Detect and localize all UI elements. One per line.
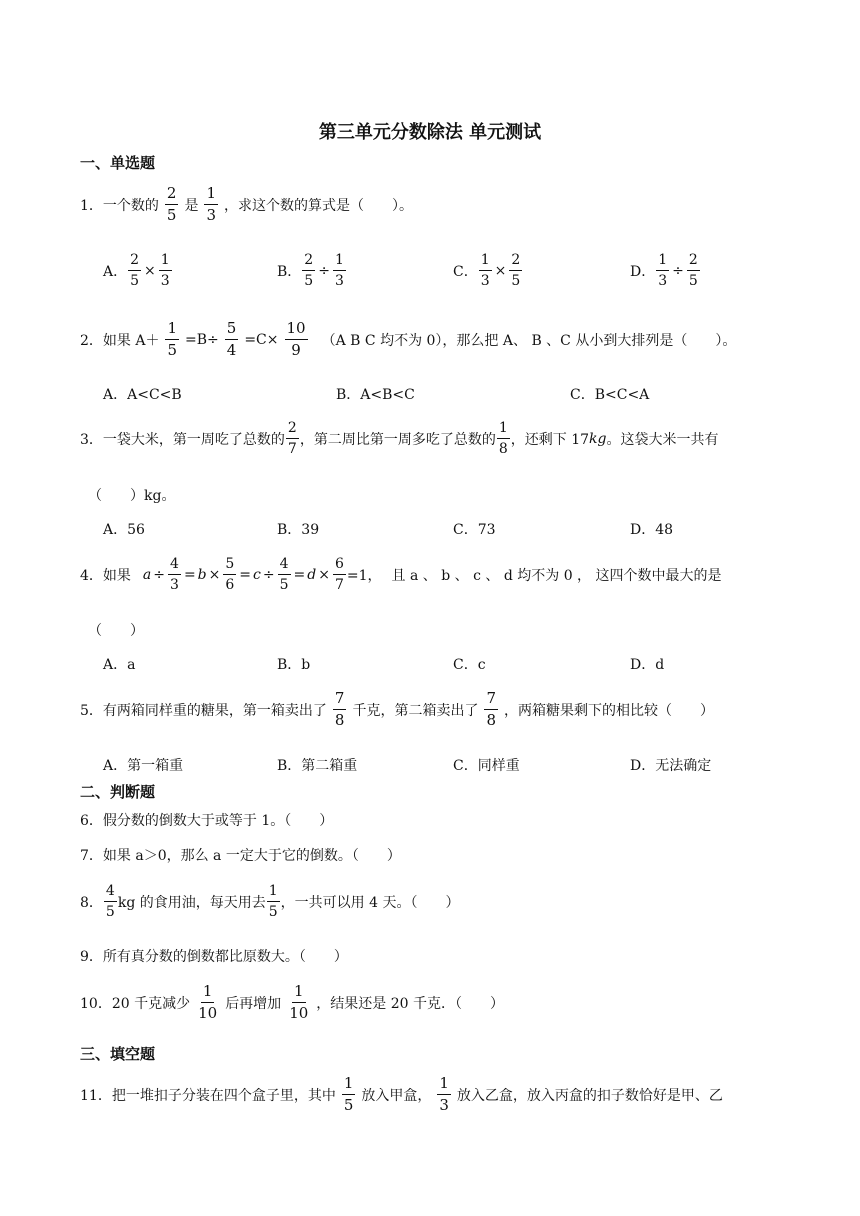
- fraction: $\frac{1}{5}$: [343, 1074, 354, 1114]
- question-text: ，求这个数的算式是（ ）。: [224, 197, 414, 214]
- question-text: 一个数的: [102, 197, 159, 214]
- question-text: 把一堆扣子分装在四个盒子里，其中: [111, 1087, 336, 1104]
- question-8: [80, 884, 459, 919]
- q1-option-d[interactable]: D． $\frac{1}{3}$ ÷ $\frac{2}{5}$: [630, 252, 698, 289]
- question-6: 6．假分数的倒数大于或等于 1。（ ）: [80, 813, 334, 829]
- fraction: $\frac{4}{5}$: [105, 883, 115, 920]
- question-text: 有两箱同样重的糖果，第一箱卖出了: [102, 702, 327, 719]
- question-7: 7．如果 a＞0，那么 a 一定大于它的倒数。（ ）: [80, 848, 401, 864]
- question-9: 9．所有真分数的倒数都比原数大。（ ）: [80, 949, 348, 965]
- fraction: $\frac{7}{8}$: [334, 689, 345, 729]
- q4-option-c[interactable]: C．c: [453, 657, 486, 673]
- question-4-continuation: （ ）: [88, 623, 144, 639]
- question-text: 是: [184, 197, 199, 214]
- question-number: 2．: [80, 332, 103, 349]
- section-heading-single-choice: 一、单选题: [80, 154, 156, 172]
- question-text: ，第二周比第一周多吃了总数的: [299, 431, 496, 448]
- question-text: 且 a 、 b 、 c 、 d 均不为 0 ， 这四个数中最大的是: [391, 567, 722, 584]
- fraction: $\frac{7}{8}$: [486, 689, 497, 729]
- question-text: 一袋大米，第一周吃了总数的: [102, 431, 285, 448]
- question-text: ，一共可以用 4 天。（ ）: [280, 894, 460, 911]
- question-text: 放入乙盒，放入丙盒的扣子数恰好是甲、乙: [456, 1087, 723, 1104]
- question-text: 20 千克减少: [111, 995, 191, 1012]
- question-number: 4．: [80, 567, 103, 584]
- question-2: [80, 321, 736, 358]
- question-text: ，还剩下 17: [510, 431, 590, 448]
- question-number: 1．: [80, 197, 103, 214]
- q2-option-a[interactable]: A．A<C<B: [103, 387, 182, 403]
- section-heading-fill-blank: 三、填空题: [80, 1045, 156, 1063]
- question-number: 10．: [80, 995, 112, 1012]
- question-number: 11．: [80, 1087, 112, 1104]
- question-text: 千克，第二箱卖出了: [352, 702, 479, 719]
- q3-option-c[interactable]: C．73: [453, 522, 496, 538]
- question-text: kg 的食用油，每天用去: [117, 894, 266, 911]
- question-3: [80, 421, 718, 456]
- q4-option-b[interactable]: B．b: [277, 657, 311, 673]
- section-heading-true-false: 二、判断题: [80, 783, 156, 801]
- question-4: 4． 如果 a ÷ $\frac{4}{3}$ = b × $\frac{5}{6}$ = c ÷ $\frac{4}{5}$ = d × $\frac{6}{7}$ =1， 且 a 、 b 、 c 、 d 均不为 0 ， 这四个数中最大的是: [80, 556, 722, 593]
- q3-option-a[interactable]: A．56: [103, 522, 145, 538]
- question-text: 如果 A＋: [102, 332, 160, 349]
- fraction: $\frac{1}{3}$: [206, 184, 217, 224]
- fraction: $\frac{1}{10}$: [198, 982, 218, 1022]
- q4-option-d[interactable]: D．d: [630, 657, 665, 673]
- question-text: =B÷: [185, 331, 219, 348]
- q3-option-b[interactable]: B．39: [277, 522, 320, 538]
- page-title: 第三单元分数除法 单元测试: [318, 122, 542, 143]
- question-number: 3．: [80, 431, 103, 448]
- fraction: $\frac{1}{8}$: [498, 420, 508, 457]
- question-number: 8．: [80, 894, 103, 911]
- fraction: $\frac{1}{10}$: [289, 982, 309, 1022]
- question-text: =C×: [244, 331, 279, 348]
- fraction: $\frac{1}{3}$: [439, 1074, 449, 1114]
- question-number: 5．: [80, 702, 103, 719]
- fraction: $\frac{2}{5}$: [166, 184, 177, 224]
- question-text: ，结果还是 20 千克．（ ）: [316, 995, 504, 1012]
- question-10: [80, 984, 504, 1021]
- question-1: [80, 186, 413, 223]
- q2-option-b[interactable]: B．A<B<C: [336, 387, 415, 403]
- question-text: （A B C 均不为 0），那么把 A、 B 、C 从小到大排列是（ ）。: [321, 332, 737, 349]
- q5-option-d[interactable]: D．无法确定: [630, 758, 712, 774]
- q5-option-b[interactable]: B．第二箱重: [277, 758, 358, 774]
- q1-option-a[interactable]: A． $\frac{2}{5}$ × $\frac{1}{3}$: [103, 252, 170, 289]
- question-3-continuation: （ ）kg。: [88, 488, 176, 504]
- question-11: [80, 1076, 723, 1113]
- unit-text: kg: [589, 430, 607, 447]
- fraction: $\frac{1}{5}$: [167, 319, 178, 359]
- q1-option-b[interactable]: B． $\frac{2}{5}$ ÷ $\frac{1}{3}$: [277, 252, 344, 289]
- fraction: $\frac{1}{5}$: [268, 883, 278, 920]
- question-text: ，两箱糖果剩下的相比较（ ）: [504, 702, 715, 719]
- q4-option-a[interactable]: A．a: [103, 657, 136, 673]
- q1-option-c[interactable]: C． $\frac{1}{3}$ × $\frac{2}{5}$: [453, 252, 521, 289]
- q3-option-d[interactable]: D．48: [630, 522, 674, 538]
- question-text: 放入甲盒，: [361, 1087, 432, 1104]
- q2-option-c[interactable]: C．B<C<A: [570, 387, 650, 403]
- q5-option-a[interactable]: A．第一箱重: [103, 758, 184, 774]
- question-text: 如果: [102, 567, 131, 584]
- q5-option-c[interactable]: C．同样重: [453, 758, 520, 774]
- question-5: [80, 691, 714, 728]
- fraction: $\frac{5}{4}$: [226, 319, 237, 359]
- fraction: $\frac{10}{9}$: [286, 319, 306, 359]
- question-text: 。这袋大米一共有: [606, 431, 719, 448]
- question-text: 后再增加: [225, 995, 282, 1012]
- fraction: $\frac{2}{7}$: [287, 420, 297, 457]
